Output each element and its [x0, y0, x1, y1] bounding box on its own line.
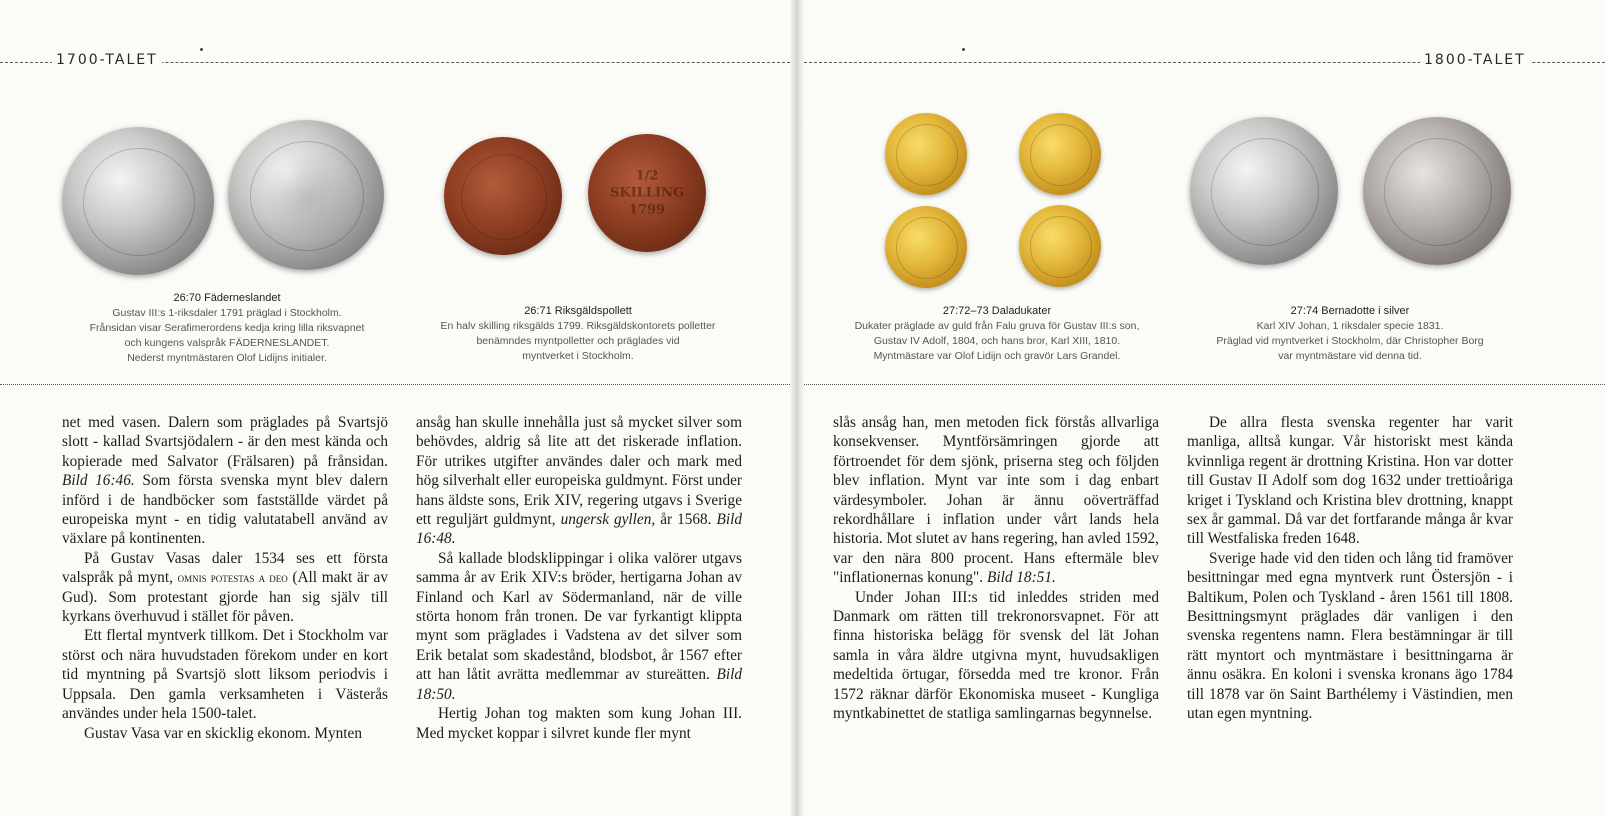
caption-line: Nederst myntmästaren Olof Lidijns initialer. — [127, 352, 327, 364]
text-column-3 — [833, 413, 1159, 724]
motto-text: omnis potestas a deo — [177, 570, 288, 586]
coin-inscription — [588, 168, 706, 219]
caption-line: och kungens valspråk FÄDERNESLANDET. — [124, 337, 330, 349]
caption-line: Karl XIV Johan, 1 riksdaler specie 1831. — [1256, 320, 1444, 332]
coin-denomination: SKILLING — [609, 185, 685, 201]
coin-gustav-iii-obverse — [62, 127, 214, 275]
caption-26-70 — [62, 291, 392, 366]
caption-27-72-73 — [832, 304, 1162, 364]
coin-dukat-karl-xiii-obverse — [1019, 113, 1101, 195]
paragraph-text: slås ansåg han, men metoden fick förstås allvarliga konsekvenser. Myntförsämringen gjorde att förtroendet för dem sjönk, priserna steg och följden blev inflation. Mynt var inte som i dag enbart värdesymboler. Johan är ännu oöverträffad rekordhållare i inflation under vårt lands hela historia. Mot slutet av hans regering, han avled 1592, var den nära 800 procent. Hans eftermäle blev "inflationernas konung". — [833, 414, 1159, 587]
paragraph — [416, 549, 742, 704]
caption-line: Dukater präglade av guld från Falu gruva för Gustav III:s son, — [854, 320, 1140, 332]
text-column-4 — [1187, 413, 1513, 724]
paragraph-text: (All makt är av Gud). Som protestant gjorde han sig själv till kyrkans överhuvud i stället för påven. — [62, 569, 388, 626]
image-reference: Bild 18:50. — [416, 666, 742, 703]
text-column-2 — [416, 413, 742, 743]
caption-line: Frånsidan visar Serafimerordens kedja kring lilla riksvapnet — [89, 322, 365, 334]
coin-riksgaldspollett-obverse — [444, 137, 562, 255]
caption-title: 26:70 Fäderneslandet — [173, 292, 281, 304]
paragraph — [62, 549, 388, 627]
paragraph: Under Johan III:s tid inleddes striden med Danmark om rätten till trekronorsvapnet. För att finna historiska belägg för svensk del lät Johan samla in våra äldre utgivna mynt, huvudsakligen medeltida örtugar, försedda med tre kronor. Från 1572 räknar därför Ekonomiska museet - Kungliga myntkabinettet de statliga samlingarnas begynnelse. — [833, 588, 1159, 723]
coin-arms-field — [896, 217, 957, 278]
caption-line: Myntmästare var Olof Lidijn och gravör Lars Grandel. — [873, 350, 1121, 362]
register-mark — [200, 48, 203, 51]
coin-gustav-iii-reverse — [228, 120, 384, 270]
coin-arms-field — [1384, 138, 1493, 247]
coin-karl-xiv-johan-obverse — [1190, 117, 1338, 265]
coin-arms-field — [1030, 216, 1091, 277]
caption-line: myntverket i Stockholm. — [522, 350, 634, 362]
coin-riksgaldspollett-reverse — [588, 134, 706, 252]
caption-line: var myntmästare vid denna tid. — [1278, 350, 1422, 362]
paragraph-text: net med vasen. Dalern som präglades på Svartsjö slott - kallad Svartsjödalern - är den mest kända och kopierade med Salvator (Frälsaren) på frånsidan. — [62, 414, 388, 470]
caption-26-71 — [418, 304, 738, 364]
caption-title: 27:72–73 Daladukater — [942, 305, 1052, 317]
register-mark — [962, 48, 965, 51]
paragraph — [416, 413, 742, 549]
paragraph-text: Som första svenska mynt blev dalern införd i de handböcker som fastställde värdet på europeiska mynt - en tidig valutatabell använd av växlare på kontinenten. — [62, 472, 388, 548]
paragraph — [833, 413, 1159, 588]
image-reference: Bild 16:46. — [62, 472, 135, 490]
paragraph — [62, 413, 388, 549]
text-column-1 — [62, 413, 388, 743]
caption-title: 26:71 Riksgäldspollett — [524, 305, 632, 317]
coin-crown-field — [461, 154, 548, 241]
caption-line: Gustav III:s 1-riksdaler 1791 präglad i Stockholm. — [112, 307, 342, 319]
paragraph: Gustav Vasa var en skicklig ekonom. Mynten — [84, 724, 362, 742]
paragraph-text: Så kallade blodsklippingar i olika valörer utgavs samma år av Erik XIV:s bröder, hertigarna Johan av Finland och Karl av Södermanland, när de ville störta honom från tronen. De var fyrkantigt klippta mynt som präglades i Vadstena av det silver som Erik betalat som skadestånd, blodsbot, år 1567 efter att han låtit avrätta medlemmar av stureätten. — [416, 549, 742, 684]
section-title-right: 1800-TALET — [1420, 52, 1530, 68]
coin-portrait-field — [83, 148, 194, 257]
coin-dukat-gustav-iv-reverse — [885, 206, 967, 288]
coin-year: 1799 — [628, 202, 666, 218]
coin-karl-xiv-johan-reverse — [1363, 117, 1511, 265]
paragraph: De allra flesta svenska regenter har varit manliga, alltså kungar. Vår historiskt mest kända kvinnliga regent är drottning Kristina. Hon var dotter till Gustav II Adolf som dog 1632 under trettioåriga kriget i Tyskland och Kristina blev drottning, knappt sex år gammal. Då var det fortfarande många år kvar till Westfaliska freden 1648. — [1187, 414, 1513, 548]
caption-line: Gustav IV Adolf, 1804, och hans bror, Karl XIII, 1810. — [873, 335, 1121, 347]
caption-title: 27:74 Bernadotte i silver — [1290, 305, 1410, 317]
paragraph: Sverige hade vid den tiden och lång tid framöver besittningar med egna myntverk runt Östersjön - i Baltikum, Polen och Tyskland - åren 1561 till 1808. Besittningsmynt präglades där vanligen i den svenska regentens namn. Flera bestämningar är till rätt myntort och myntmästare i besittningarna är ännu osäkra. En koloni i svenska kronans ägo 1784 till 1878 var ön Saint Barthélemy i Västindien, men utan egen myntning. — [1187, 549, 1513, 723]
image-reference: Bild 18:51. — [986, 569, 1056, 587]
coin-dukat-karl-xiii-reverse — [1019, 205, 1101, 287]
caption-line: benämndes myntpolletter och präglades vid — [476, 335, 680, 347]
paragraph-text: ansåg han skulle innehålla just så mycket silver som behövdes, aldrig så lite att det riskerade inflation. För utrikes utgifter användes daler och mark med hög silverhalt eller europeiska guldmynt. Först under hans äldste sons, Erik XIV, regering utgavs i Sverige ett reguljärt guldmynt, — [416, 414, 742, 529]
caption-27-74 — [1190, 304, 1510, 364]
image-reference: Bild 16:48. — [416, 511, 742, 548]
section-title-left: 1700-TALET — [52, 52, 162, 68]
coin-fraction: 1/2 — [635, 168, 659, 184]
paragraph-text: , år 1568. — [651, 511, 717, 529]
caption-line: Präglad vid myntverket i Stockholm, där Christopher Borg — [1216, 335, 1484, 347]
book-gutter — [790, 0, 804, 816]
divider-rule-right — [804, 384, 1605, 385]
coin-portrait-field — [1030, 124, 1091, 185]
italic-term: ungersk gyllen — [560, 511, 652, 529]
caption-line: En halv skilling riksgälds 1799. Riksgäldskontorets polletter — [440, 320, 716, 332]
paragraph: Ett flertal myntverk tillkom. Det i Stockholm var störst och nära huvudstaden förekom under en kort tid myntning på Svartsjö slott liksom periodvis i Uppsala. Den gamla verksamheten i Västerås användes under hela 1500-talet. — [62, 627, 388, 723]
paragraph: Hertig Johan tog makten som kung Johan III. Med mycket koppar i silvret kunde fler mynt — [416, 705, 742, 742]
paragraph-text: På Gustav Vasas daler 1534 ses ett första valspråk på mynt, — [62, 549, 388, 587]
coin-dukat-gustav-iv-obverse — [885, 113, 967, 195]
divider-rule-left — [0, 384, 790, 385]
coin-arms-field — [250, 141, 364, 251]
coin-portrait-field — [896, 124, 957, 185]
coin-portrait-field — [1211, 138, 1320, 247]
